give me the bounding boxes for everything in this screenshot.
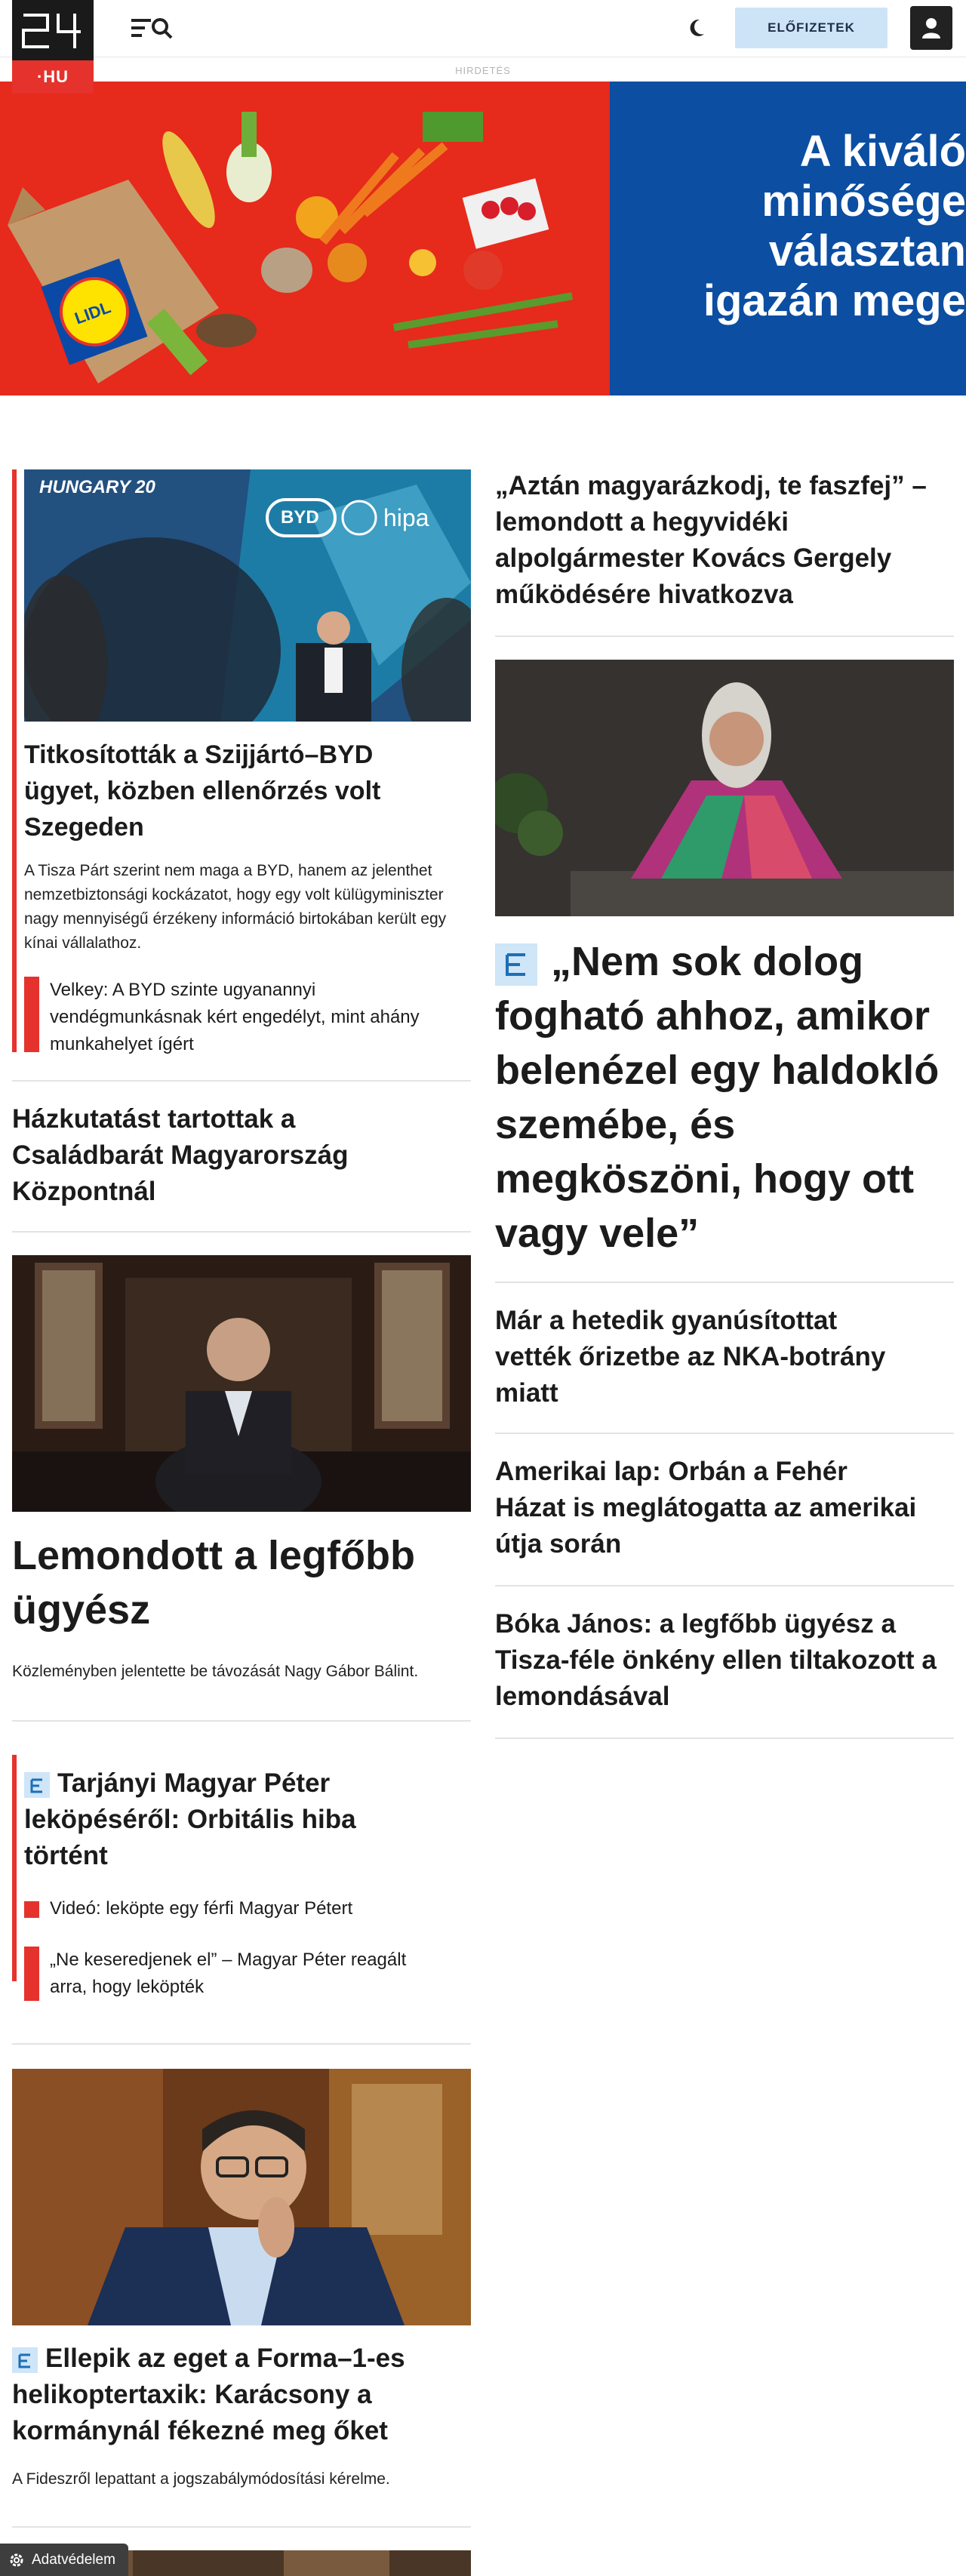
article-title[interactable]: Lemondott a legfőbb ügyész (12, 1533, 415, 1633)
article-image[interactable] (12, 2069, 471, 2325)
article-card (495, 1434, 954, 1587)
logo-domain: ·HU (12, 60, 94, 94)
ad-line: választan (768, 226, 966, 275)
article-title[interactable] (12, 2341, 465, 2449)
exclusive-icon (24, 1772, 50, 1798)
related-article-title: Videó: leköpte egy férfi Magyar Pétert (50, 1898, 353, 1919)
dark-mode-toggle[interactable] (687, 15, 712, 41)
article-title-text: Ellepik az eget a Forma–1-es helikoptertaxik: Karácsony a kormánynál fékezné meg őket (12, 2344, 405, 2445)
mayor-portrait-photo (12, 2069, 471, 2325)
image-caption-text: HUNGARY 20 (39, 477, 155, 497)
ad-text-panel (610, 82, 966, 395)
menu-search-button[interactable] (130, 14, 177, 42)
article-image[interactable] (495, 660, 954, 916)
related-article-link[interactable] (24, 1947, 447, 2001)
article-title[interactable]: Házkutatást tartottak a Családbarát Magyarország Központnál (12, 1104, 349, 1206)
article-title[interactable]: Amerikai lap: Orbán a Fehér Házat is meglátogatta az amerikai útja során (495, 1457, 917, 1559)
exclusive-icon (495, 943, 537, 986)
ad-label: HIRDETÉS (455, 65, 511, 76)
privacy-label: Adatvédelem (32, 2551, 115, 2568)
article-title[interactable]: Már a hetedik gyanúsítottat vették őrizetbe az NKA-botrány miatt (495, 1306, 886, 1408)
article-card (12, 1233, 471, 1722)
article-card (12, 1082, 471, 1233)
article-card (495, 1587, 954, 1739)
article-title-text: Tarjányi Magyar Péter leköpéséről: Orbitális hiba történt (24, 1768, 356, 1870)
ad-image (0, 82, 610, 395)
moon-icon (689, 17, 710, 38)
article-card (12, 2045, 471, 2528)
menu-search-icon (130, 14, 175, 42)
article-card (495, 637, 954, 1283)
article-lead: A Tisza Párt szerint nem maga a BYD, hanem az jelenthet nemzetbiztonsági kockázatot, hogy egy volt külügyminiszter nagy mennyiségű érzékeny információ birtokában került egy kínai vállalathoz. (24, 862, 447, 952)
article-card (12, 468, 471, 1082)
logo-24-icon (19, 6, 87, 54)
article-title[interactable] (495, 934, 954, 1260)
prosecutor-portrait-photo (12, 1255, 471, 1512)
hipa-logo: hipa (383, 504, 429, 531)
user-icon (921, 17, 942, 39)
advertisement-banner[interactable] (0, 82, 966, 395)
related-article-title: Velkey: A BYD szinte ugyanannyi vendégmunkásnak kért engedélyt, mint ahány munkahelyet ígért (50, 980, 420, 1054)
woman-portrait-photo (495, 660, 954, 916)
article-card (12, 1722, 471, 2045)
breaking-bar (12, 469, 17, 1052)
exclusive-icon (12, 2347, 38, 2373)
article-lead: Közleményben jelentette be távozását Nagy Gábor Bálint. (12, 1663, 419, 1680)
ad-line: igazán mege (703, 276, 966, 325)
article-image[interactable] (24, 469, 471, 722)
article-image[interactable] (12, 1255, 471, 1512)
ad-line: minősége (761, 177, 966, 226)
article-lead: A Fideszről lepattant a jogszabálymódosítási kérelme. (12, 2470, 390, 2488)
article-title[interactable]: „Aztán magyarázkodj, te faszfej” – lemondott a hegyvidéki alpolgármester Kovács Gergely működésére hivatkozva (495, 471, 927, 609)
byd-logo: BYD (281, 507, 319, 528)
article-card (495, 468, 954, 637)
logo-mark (12, 0, 94, 60)
lidl-logo-text: LIDL (72, 297, 114, 328)
ad-line: A kiváló (799, 127, 966, 176)
site-logo[interactable] (12, 0, 94, 94)
article-title-text: „Nem sok dolog fogható ahhoz, amikor belenézel egy haldokló szemébe, és megköszöni, hogy ott vagy vele” (495, 939, 940, 1256)
user-account-button[interactable] (910, 6, 952, 50)
gear-icon (8, 2551, 26, 2569)
article-title[interactable]: Bóka János: a legfőbb ügyész a Tisza-féle önkény ellen tiltakozott a lemondásával (495, 1609, 937, 1711)
subscribe-button[interactable]: ELŐFIZETEK (735, 8, 888, 48)
ad-headline (634, 127, 966, 326)
article-title[interactable]: Titkosították a Szijjártó–BYD ügyet, közben ellenőrzés volt Szegeden (24, 740, 381, 842)
related-article-link[interactable] (24, 1895, 447, 1922)
article-card (495, 1283, 954, 1434)
related-article-title: „Ne keseredjenek el” – Magyar Péter reagált arra, hogy leköpték (50, 1950, 407, 1997)
grocery-illustration (0, 82, 610, 395)
right-column (495, 468, 954, 1739)
related-article-link[interactable] (24, 977, 453, 1052)
breaking-bar (12, 1755, 17, 1981)
privacy-settings-button[interactable] (0, 2544, 128, 2576)
left-column (12, 468, 471, 2576)
article-title[interactable] (24, 1765, 447, 1874)
